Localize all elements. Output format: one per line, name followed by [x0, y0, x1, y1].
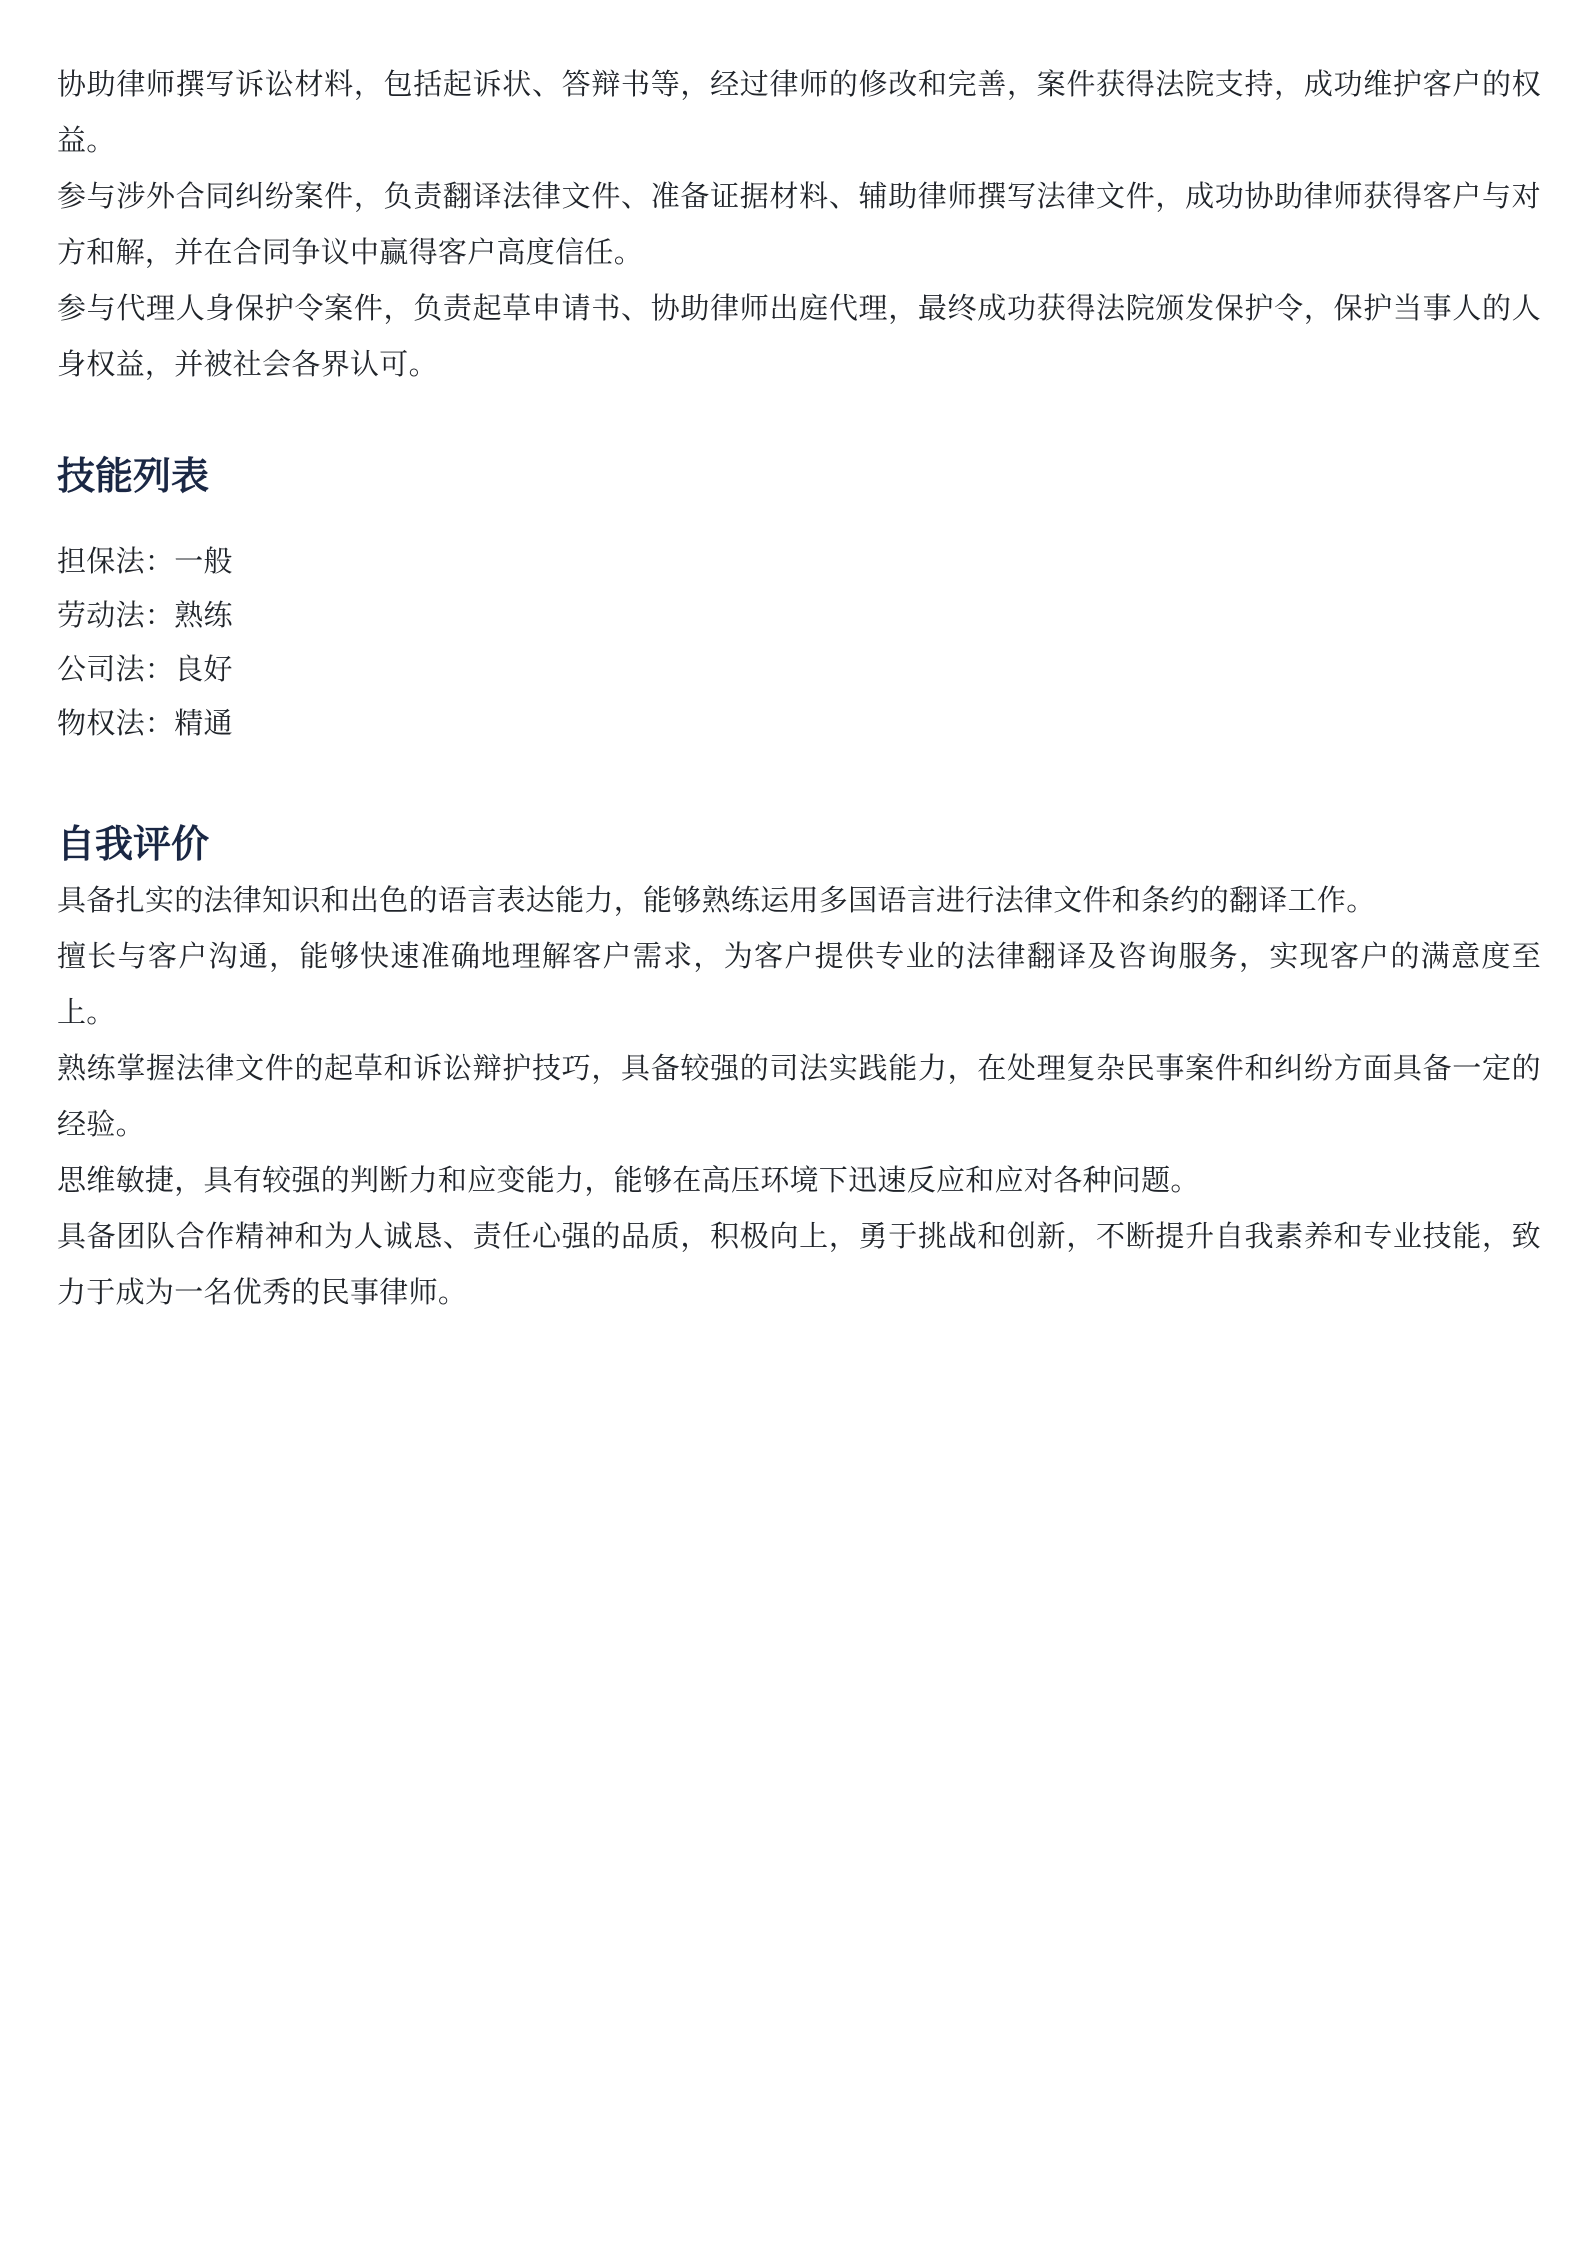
self-evaluation-item: 具备扎实的法律知识和出色的语言表达能力，能够熟练运用多国语言进行法律文件和条约的翻译工作。 [57, 883, 1376, 917]
skill-item: 劳动法：熟练 [57, 598, 233, 632]
self-evaluation-item: 熟练掌握法律文件的起草和诉讼辩护技巧，具备较强的司法实践能力，在处理复杂民事案件和纠纷方面具备一定的经验。 [57, 1051, 1541, 1141]
experience-item: 协助律师撰写诉讼材料，包括起诉状、答辩书等，经过律师的修改和完善，案件获得法院支持，成功维护客户的权益。 [57, 67, 1541, 157]
experience-item: 参与代理人身保护令案件，负责起草申请书、协助律师出庭代理，最终成功获得法院颁发保护令，保护当事人的人身权益，并被社会各界认可。 [57, 291, 1541, 381]
self-evaluation-item: 擅长与客户沟通，能够快速准确地理解客户需求，为客户提供专业的法律翻译及咨询服务，实现客户的满意度至上。 [57, 939, 1541, 1029]
experience-item: 参与涉外合同纠纷案件，负责翻译法律文件、准备证据材料、辅助律师撰写法律文件，成功协助律师获得客户与对方和解，并在合同争议中赢得客户高度信任。 [57, 179, 1541, 269]
self-evaluation-list [57, 872, 1541, 1320]
self-evaluation-section-title: 自我评价 [57, 822, 210, 866]
skills-list [57, 534, 1541, 750]
self-evaluation-item: 思维敏捷，具有较强的判断力和应变能力，能够在高压环境下迅速反应和应对各种问题。 [57, 1163, 1200, 1197]
self-evaluation-item: 具备团队合作精神和为人诚恳、责任心强的品质，积极向上，勇于挑战和创新，不断提升自我素养和专业技能，致力于成为一名优秀的民事律师。 [57, 1219, 1541, 1309]
skills-section-title: 技能列表 [57, 454, 210, 498]
skill-item: 物权法：精通 [57, 706, 233, 740]
skill-item: 担保法：一般 [57, 544, 233, 578]
work-experience-details [57, 56, 1541, 392]
skill-item: 公司法：良好 [57, 652, 233, 686]
